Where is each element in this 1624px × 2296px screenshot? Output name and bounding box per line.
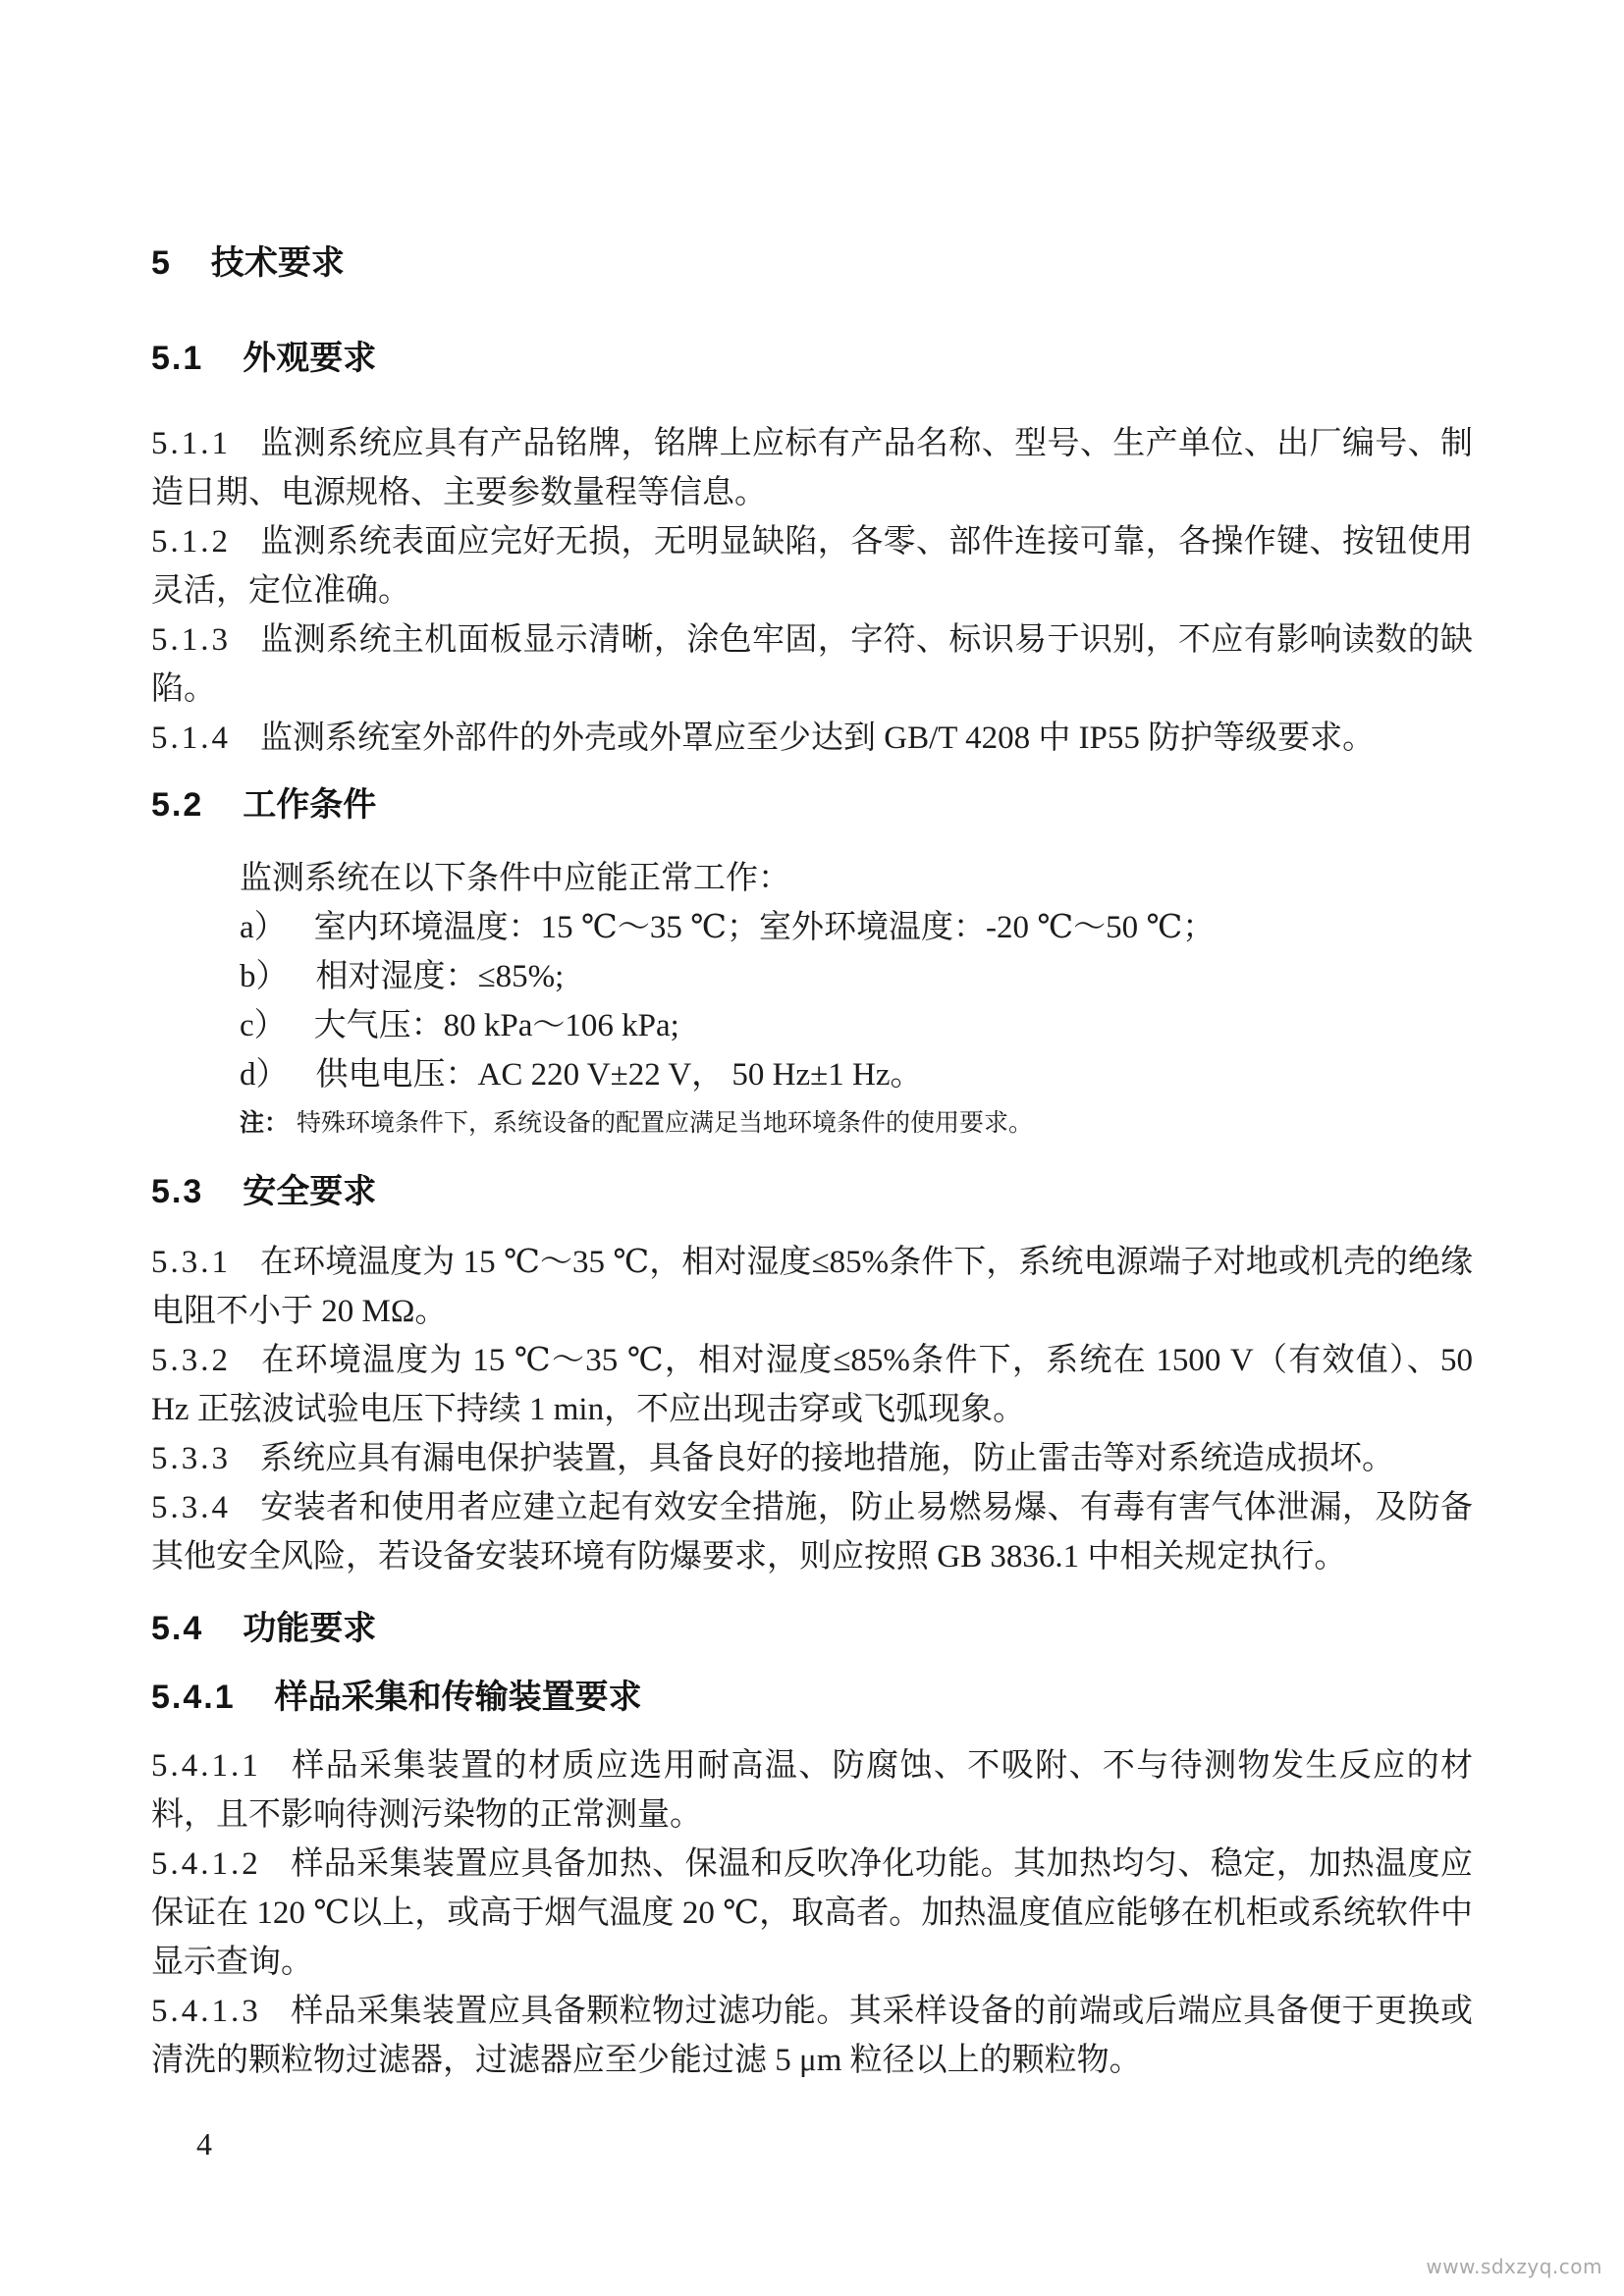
para-5-1-2-number: 5.1.2	[151, 524, 231, 560]
para-5-3-4	[151, 1483, 1473, 1581]
section-5-1-title: 外观要求	[243, 340, 377, 377]
note	[151, 1101, 1473, 1147]
para-5-1-4-number: 5.1.4	[151, 721, 231, 756]
para-5-1-2-text: 监测系统表面应完好无损，无明显缺陷，各零、部件连接可靠，各操作键、按钮使用灵活，定位准确。	[151, 524, 1473, 609]
condition-item-b-marker: b）	[240, 959, 289, 994]
section-5-1-heading	[151, 334, 1473, 383]
para-5-3-2-number: 5.3.2	[151, 1343, 231, 1378]
section-5-3-heading	[151, 1167, 1473, 1216]
watermark: www.sdxzyq.com	[1426, 2255, 1602, 2278]
condition-item-c-text: 大气压：80 kPa～106 kPa;	[313, 1008, 679, 1043]
para-5-4-1-2-text: 样品采集装置应具备加热、保温和反吹净化功能。其加热均匀、稳定，加热温度应保证在 120 ℃以上，或高于烟气温度 20 ℃，取高者。加热温度值应能够在机柜或系统软件中显示查询。	[151, 1846, 1473, 1980]
para-5-3-3-text: 系统应具有漏电保护装置，具备良好的接地措施，防止雷击等对系统造成损坏。	[260, 1441, 1394, 1476]
condition-item-a	[151, 903, 1473, 952]
para-5-1-2	[151, 517, 1473, 615]
condition-item-b-text: 相对湿度：≤85%;	[315, 959, 565, 994]
para-5-3-3	[151, 1434, 1473, 1483]
page-number: 4	[196, 2126, 212, 2162]
condition-item-c	[151, 1001, 1473, 1050]
para-5-1-4-text: 监测系统室外部件的外壳或外罩应至少达到 GB/T 4208 中 IP55 防护等级要求。	[260, 721, 1376, 756]
para-5-3-1-text: 在环境温度为 15 ℃～35 ℃，相对湿度≤85%条件下，系统电源端子对地或机壳的绝缘电阻不小于 20 MΩ。	[151, 1245, 1473, 1329]
condition-item-b	[151, 952, 1473, 1001]
para-5-4-1-1	[151, 1741, 1473, 1840]
para-5-3-3-number: 5.3.3	[151, 1441, 231, 1476]
section-5-1-number: 5.1	[151, 340, 204, 377]
work-conditions-intro: 监测系统在以下条件中应能正常工作：	[240, 861, 790, 896]
section-5-title: 技术要求	[210, 244, 345, 282]
section-5-heading	[151, 239, 1473, 288]
note-text: 特殊环境条件下，系统设备的配置应满足当地环境条件的使用要求。	[297, 1110, 1034, 1137]
section-5-2-heading	[151, 780, 1473, 829]
section-5-4-1-heading	[151, 1673, 1473, 1722]
condition-item-c-marker: c）	[240, 1008, 287, 1043]
para-5-3-4-text: 安装者和使用者应建立起有效安全措施，防止易燃易爆、有毒有害气体泄漏，及防备其他安全风险，若设备安装环境有防爆要求，则应按照 GB 3836.1 中相关规定执行。	[151, 1490, 1473, 1575]
para-5-3-1	[151, 1238, 1473, 1336]
para-5-1-3-number: 5.1.3	[151, 622, 231, 658]
para-5-3-2-text: 在环境温度为 15 ℃～35 ℃，相对湿度≤85%条件下，系统在 1500 V（有效值）、50 Hz 正弦波试验电压下持续 1 min，不应出现击穿或飞弧现象。	[151, 1343, 1473, 1427]
para-5-1-3-text: 监测系统主机面板显示清晰，涂色牢固，字符、标识易于识别，不应有影响读数的缺陷。	[151, 622, 1473, 707]
para-5-4-1-1-text: 样品采集装置的材质应选用耐高温、防腐蚀、不吸附、不与待测物发生反应的材料，且不影响待测污染物的正常测量。	[151, 1748, 1473, 1833]
section-5-4-title: 功能要求	[243, 1610, 377, 1647]
note-label: 注：	[240, 1110, 290, 1137]
para-5-4-1-2-number: 5.4.1.2	[151, 1846, 261, 1882]
section-5-3-title: 安全要求	[243, 1173, 377, 1210]
section-5-2-title: 工作条件	[243, 786, 377, 824]
para-5-1-4	[151, 714, 1473, 763]
section-5-4-number: 5.4	[151, 1610, 204, 1647]
section-5-4-1-number: 5.4.1	[151, 1679, 236, 1716]
para-5-4-1-3-text: 样品采集装置应具备颗粒物过滤功能。其采样设备的前端或后端应具备便于更换或清洗的颗粒物过滤器，过滤器应至少能过滤 5 μm 粒径以上的颗粒物。	[151, 1994, 1473, 2078]
para-5-1-3	[151, 615, 1473, 714]
condition-item-d-text: 供电电压：AC 220 V±22 V， 50 Hz±1 Hz。	[315, 1057, 923, 1093]
condition-item-d	[151, 1050, 1473, 1099]
condition-item-a-text: 室内环境温度：15 ℃～35 ℃；室外环境温度：-20 ℃～50 ℃；	[313, 910, 1216, 945]
para-5-4-1-2	[151, 1840, 1473, 1987]
para-5-1-1-text: 监测系统应具有产品铭牌，铭牌上应标有产品名称、型号、生产单位、出厂编号、制造日期、电源规格、主要参数量程等信息。	[151, 426, 1473, 510]
para-5-1-1-number: 5.1.1	[151, 426, 231, 461]
section-5-3-number: 5.3	[151, 1173, 204, 1210]
section-5-4-1-title: 样品采集和传输装置要求	[274, 1679, 642, 1716]
para-5-3-4-number: 5.3.4	[151, 1490, 231, 1525]
para-5-3-1-number: 5.3.1	[151, 1245, 231, 1280]
page-footer	[151, 2119, 1473, 2168]
para-5-1-1	[151, 419, 1473, 517]
para-5-3-2	[151, 1336, 1473, 1434]
section-5-number: 5	[151, 244, 172, 282]
para-5-4-1-3-number: 5.4.1.3	[151, 1994, 261, 2029]
para-5-4-1-1-number: 5.4.1.1	[151, 1748, 261, 1784]
section-5-4-heading	[151, 1604, 1473, 1653]
section-5-2-number: 5.2	[151, 786, 204, 824]
condition-item-a-marker: a）	[240, 910, 287, 945]
condition-item-d-marker: d）	[240, 1057, 289, 1093]
para-5-4-1-3	[151, 1987, 1473, 2085]
